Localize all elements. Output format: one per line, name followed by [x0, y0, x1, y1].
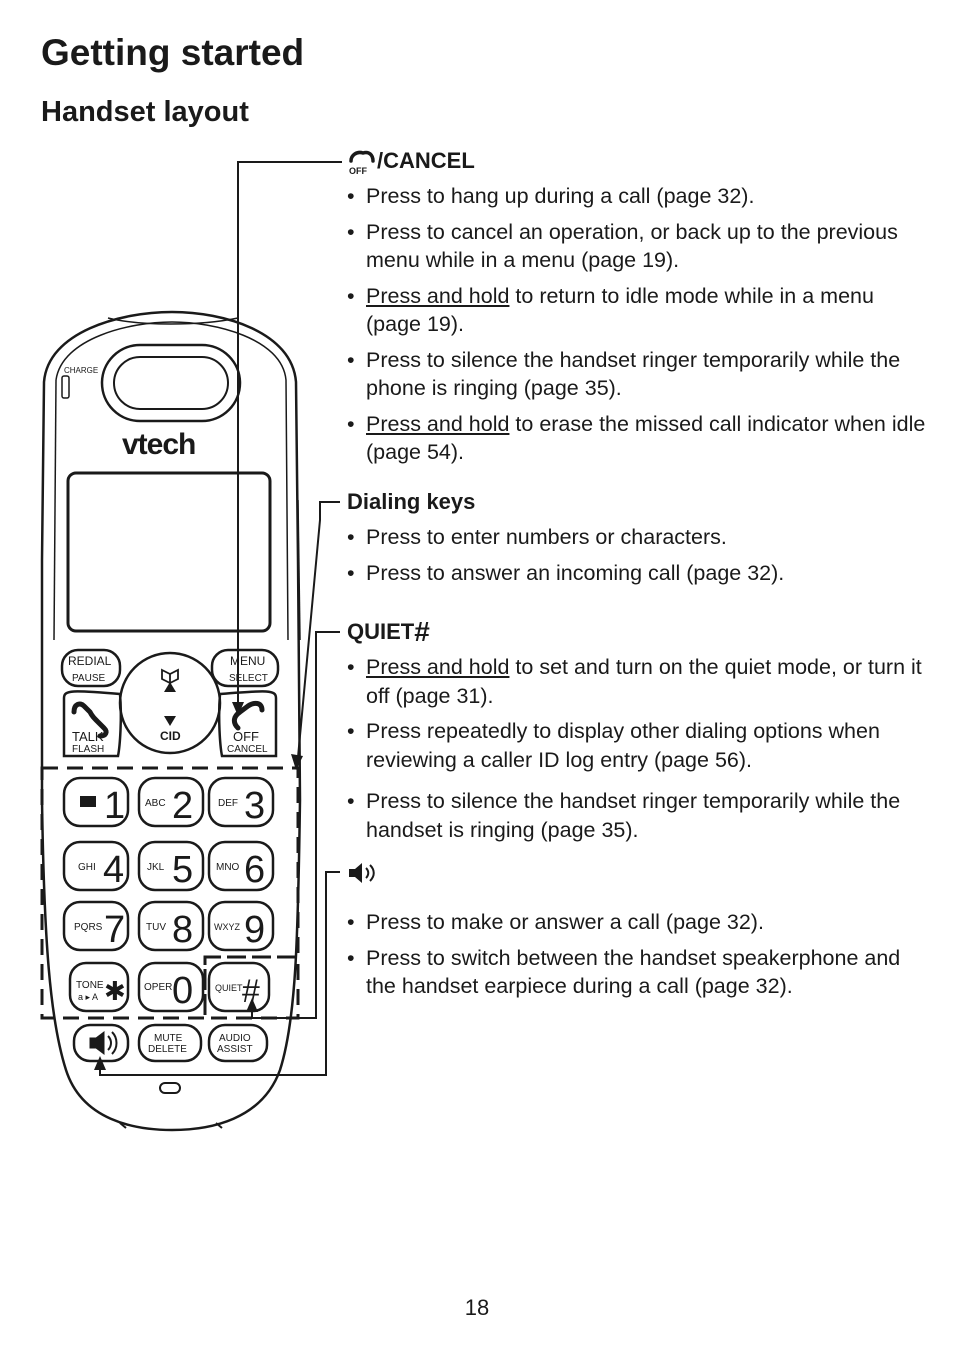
- list-item: • Press to switch between the handset speakerphone and the handset earpiece during a call (page 32).: [347, 944, 927, 1001]
- pause-label: PAUSE: [72, 673, 106, 684]
- cancel-heading-label: /CANCEL: [377, 148, 475, 173]
- talk-label: TALK: [72, 729, 104, 744]
- list-item: • Press to silence the handset ringer temporarily while the phone is ringing (page 35).: [347, 346, 927, 403]
- mute-label: MUTE: [154, 1033, 183, 1044]
- key-3-digit: 3: [244, 785, 266, 827]
- key-9-digit: 9: [244, 909, 266, 951]
- speaker-icon: [347, 860, 377, 886]
- section-subtitle: Handset layout: [41, 96, 249, 128]
- key-2-letters: ABC: [145, 798, 166, 809]
- key-6-letters: MNO: [216, 862, 240, 873]
- key-8-letters: TUV: [146, 922, 166, 933]
- key-6-digit: 6: [244, 849, 266, 891]
- delete-label: DELETE: [148, 1044, 187, 1055]
- speaker-section: [347, 858, 927, 1008]
- key-4-letters: GHI: [78, 862, 96, 873]
- key-8-digit: 8: [172, 909, 194, 951]
- quiet-key-label: QUIET: [215, 983, 243, 993]
- assist-label: ASSIST: [217, 1044, 253, 1055]
- list-item: • Press to answer an incoming call (page 32).: [347, 559, 927, 588]
- envelope-icon: [80, 796, 96, 807]
- speaker-heading: [347, 858, 927, 888]
- cancel-heading: [347, 146, 927, 176]
- key-7-letters: PQRS: [74, 922, 103, 933]
- list-item: • Press to enter numbers or characters.: [347, 523, 927, 552]
- page-title: Getting started: [41, 32, 305, 73]
- cancel-key-label: CANCEL: [227, 744, 268, 755]
- brand-logo: vtech: [122, 428, 196, 461]
- off-glyph-label: OFF: [349, 166, 367, 175]
- flash-label: FLASH: [72, 744, 105, 755]
- page-number: 18: [464, 1295, 490, 1320]
- book-icon: [162, 670, 178, 683]
- list-item: • Press repeatedly to display other dialing options when reviewing a caller ID log entry (page 56).: [347, 717, 927, 774]
- list-item: • Press and hold to set and turn on the quiet mode, or turn it off (page 31).: [347, 653, 927, 710]
- quiet-heading: [347, 617, 927, 647]
- quiet-heading-label: QUIET: [347, 619, 415, 644]
- speaker-list: [347, 908, 927, 1001]
- oper-label: OPER: [144, 982, 173, 993]
- key-5-letters: JKL: [147, 862, 165, 873]
- audio-label: AUDIO: [219, 1033, 251, 1044]
- dialing-list: [347, 523, 927, 587]
- list-item: • Press to hang up during a call (page 32).: [347, 182, 927, 211]
- tone-sub-label: a ▸ A: [78, 992, 99, 1002]
- hash-key: #: [242, 973, 260, 1009]
- star-key: ✱: [104, 976, 126, 1006]
- key-5-digit: 5: [172, 849, 194, 891]
- speaker-key-icon: [90, 1032, 117, 1054]
- key-2-digit: 2: [172, 785, 194, 827]
- redial-label: REDIAL: [68, 654, 112, 668]
- tone-label: TONE: [76, 980, 104, 991]
- zero-key: 0: [172, 970, 194, 1012]
- dialing-section: [347, 487, 927, 594]
- menu-label: MENU: [230, 654, 266, 668]
- select-label: SELECT: [229, 673, 268, 684]
- list-item: • Press to make or answer a call (page 32).: [347, 908, 927, 937]
- cancel-list: [347, 182, 927, 467]
- key-1-digit: 1: [104, 785, 126, 827]
- list-item: • Press to cancel an operation, or back up to the previous menu while in a menu (page 19).: [347, 218, 927, 275]
- dialing-heading: Dialing keys: [347, 489, 476, 514]
- quiet-section: [347, 617, 927, 851]
- key-9-letters: WXYZ: [214, 922, 240, 932]
- charge-label: CHARGE: [64, 366, 99, 375]
- list-item: • Press to silence the handset ringer temporarily while the handset is ringing (page 35).: [347, 787, 927, 844]
- hash-symbol: #: [414, 616, 430, 647]
- list-item: • Press and hold to return to idle mode while in a menu (page 19).: [347, 282, 927, 339]
- key-4-digit: 4: [103, 849, 125, 891]
- key-7-digit: 7: [104, 909, 126, 951]
- cancel-section: [347, 146, 927, 474]
- quiet-list: [347, 653, 927, 844]
- list-item: • Press and hold to erase the missed call indicator when idle (page 54).: [347, 410, 927, 467]
- off-handset-icon: [347, 147, 377, 175]
- off-label: OFF: [233, 729, 259, 744]
- cid-label: CID: [160, 729, 181, 743]
- key-3-letters: DEF: [218, 798, 238, 809]
